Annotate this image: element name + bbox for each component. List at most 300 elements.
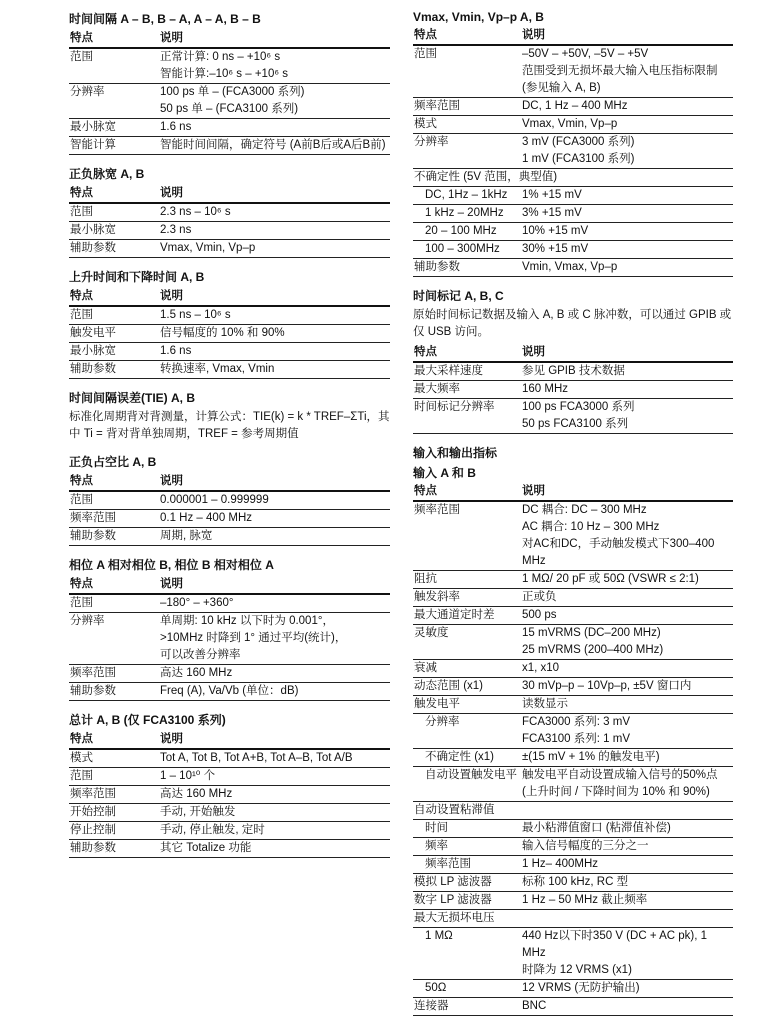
row-feature: 1 MΩ	[425, 930, 453, 942]
value-line: 时降为 12 VRMS (x1)	[522, 964, 632, 976]
table-row	[413, 820, 733, 838]
value-line: 触发电平自动设置成输入信号的50%点	[522, 769, 718, 781]
row-value	[159, 768, 390, 786]
value-line: 25 mVRMS (200–400 MHz)	[522, 644, 664, 656]
row-feature: 灵敏度	[414, 627, 449, 639]
value-line: 2.3 ns	[160, 224, 192, 236]
value-line: 100 ps 单 – (FCA3000 系列)	[160, 86, 305, 98]
row-feature: 自动设置触发电平	[425, 769, 517, 781]
row-value	[521, 98, 733, 116]
row-value	[521, 116, 733, 134]
table-row	[413, 259, 733, 277]
table-row	[69, 804, 390, 822]
row-value	[521, 501, 733, 571]
row-feature: 最大无损坏电压	[414, 912, 495, 924]
row-value	[521, 714, 733, 749]
value-line: 10% +15 mV	[522, 225, 589, 237]
table-header-row	[413, 344, 733, 362]
header-feature: 特点	[70, 578, 93, 590]
section-title: Vmax, Vmin, Vp–p A, B	[413, 10, 544, 24]
table-row	[413, 856, 733, 874]
row-feature: 100 – 300MHz	[425, 243, 500, 255]
value-line: 3% +15 mV	[522, 207, 582, 219]
table-row	[413, 998, 733, 1016]
table-row	[69, 240, 390, 258]
table-row	[69, 613, 390, 665]
table-row	[413, 116, 733, 134]
row-feature: 频率范围	[414, 100, 460, 112]
spec-section	[69, 268, 390, 379]
table-row	[413, 205, 733, 223]
table-row	[413, 589, 733, 607]
row-value	[159, 361, 390, 379]
table-row	[413, 381, 733, 399]
value-line: 可以改善分辨率	[160, 649, 241, 661]
row-feature: 频率范围	[414, 504, 460, 516]
spec-section	[69, 711, 390, 858]
row-feature: 分辨率	[414, 136, 449, 148]
table-row	[413, 802, 733, 820]
value-line: –180° – +360°	[160, 597, 234, 609]
table-row	[69, 683, 390, 701]
row-feature: 范围	[70, 206, 93, 218]
section-paragraph: 原始时间标记数据及输入 A, B 或 C 脉冲数，可以通过 GPIB 或	[413, 309, 732, 321]
value-line: 手动, 开始触发	[160, 806, 236, 818]
section-paragraph: 标准化周期背对背测量，计算公式：TIE(k) = k * TREF–ΣTi，其	[69, 411, 390, 423]
left-column	[69, 8, 390, 858]
row-value	[521, 241, 733, 259]
row-value	[521, 820, 733, 838]
row-feature: 最大采样速度	[414, 365, 483, 377]
value-line: 参见 GPIB 技术数据	[522, 365, 625, 377]
table-row	[69, 510, 390, 528]
spec-table	[413, 27, 733, 277]
value-line: 1.6 ns	[160, 345, 192, 357]
header-description: 说明	[522, 485, 545, 497]
value-line: 50 ps 单 – (FCA3100 系列)	[160, 103, 299, 115]
row-value	[521, 205, 733, 223]
row-feature: 最小脉宽	[70, 345, 116, 357]
row-value	[159, 804, 390, 822]
header-feature: 特点	[70, 475, 93, 487]
row-value	[159, 137, 390, 155]
value-line: 30% +15 mV	[522, 243, 589, 255]
header-description: 说明	[160, 733, 183, 745]
header-feature: 特点	[70, 187, 93, 199]
section-title: 时间间隔 A – B, B – A, A – A, B – B	[69, 12, 261, 26]
table-row	[413, 660, 733, 678]
row-feature: 分辨率	[70, 86, 105, 98]
row-feature: 时间	[425, 822, 448, 834]
row-feature: 最大通道定时差	[414, 609, 495, 621]
value-line: 高达 160 MHz	[160, 788, 233, 800]
row-feature: 自动设置粘滞值	[414, 804, 495, 816]
table-row	[413, 98, 733, 116]
row-value	[159, 84, 390, 119]
row-feature: 范围	[70, 494, 93, 506]
row-feature: 20 – 100 MHz	[425, 225, 497, 237]
row-feature: 辅助参数	[70, 685, 116, 697]
value-line: 12 VRMS (无防护输出)	[522, 982, 640, 994]
table-row	[69, 222, 390, 240]
value-line: 1% +15 mV	[522, 189, 582, 201]
row-feature: 动态范围 (x1)	[414, 680, 483, 692]
header-description: 说明	[160, 32, 183, 44]
row-value	[521, 660, 733, 678]
value-line: 50 ps FCA3100 系列	[522, 418, 629, 430]
row-value	[159, 528, 390, 546]
row-feature: 最大频率	[414, 383, 460, 395]
section-title: 输入和输出指标	[413, 446, 498, 460]
value-line: Vmin, Vmax, Vp–p	[522, 261, 618, 273]
header-description: 说明	[160, 187, 183, 199]
value-line: 智能时间间隔，确定符号 (A前B后或A后B前)	[160, 139, 386, 151]
value-line: Tot A, Tot B, Tot A+B, Tot A–B, Tot A/B	[160, 752, 353, 764]
row-value	[521, 589, 733, 607]
value-line: 2.3 ns – 10⁶ s	[160, 206, 231, 218]
row-value	[521, 892, 733, 910]
row-value	[521, 874, 733, 892]
value-line: 高达 160 MHz	[160, 667, 233, 679]
value-line: 30 mVp–p – 10Vp–p, ±5V 窗口内	[522, 680, 692, 692]
table-row	[413, 910, 733, 928]
spec-table	[69, 473, 390, 546]
table-row	[413, 678, 733, 696]
row-feature: 时间标记分辨率	[414, 401, 495, 413]
row-feature: 辅助参数	[70, 842, 116, 854]
header-feature: 特点	[414, 29, 437, 41]
value-line: DC 耦合: DC – 300 MHz	[522, 504, 647, 516]
row-value	[521, 767, 733, 802]
table-row	[413, 767, 733, 802]
row-feature: 辅助参数	[70, 530, 116, 542]
value-line: (上升时间 / 下降时间为 10% 和 90%)	[522, 786, 710, 798]
value-line: 1 mV (FCA3100 系列)	[522, 153, 635, 165]
row-value	[159, 203, 390, 222]
table-row	[69, 665, 390, 683]
table-row	[69, 786, 390, 804]
row-value	[159, 749, 390, 768]
value-line: Vmax, Vmin, Vp–p	[160, 242, 256, 254]
value-line: ±(15 mV + 1% 的触发电平)	[522, 751, 660, 763]
table-header-row	[413, 483, 733, 501]
value-line: 最小粘滞值窗口 (粘滞值补偿)	[522, 822, 671, 834]
value-line: 范围受到无损坏最大输入电压指标限制	[522, 65, 718, 77]
value-line: –50V – +50V, –5V – +5V	[522, 48, 649, 60]
spec-table	[413, 344, 733, 434]
row-feature: 连接器	[414, 1000, 449, 1012]
value-line: 转换速率, Vmax, Vmin	[160, 363, 275, 375]
row-value	[159, 491, 390, 510]
row-feature: 范围	[70, 770, 93, 782]
spec-table	[69, 731, 390, 858]
row-feature: 智能计算	[70, 139, 116, 151]
table-row	[413, 625, 733, 660]
value-line: 0.000001 – 0.999999	[160, 494, 269, 506]
section-title: 时间标记 A, B, C	[413, 289, 504, 303]
row-feature: 分辨率	[70, 615, 105, 627]
row-value	[159, 222, 390, 240]
table-row	[413, 980, 733, 998]
table-header-row	[69, 30, 390, 48]
row-value	[159, 786, 390, 804]
row-feature: 1 kHz – 20MHz	[425, 207, 504, 219]
row-value	[521, 571, 733, 589]
section-paragraph: 中 Ti = 背对背单独周期，TREF = 参考周期值	[69, 428, 299, 440]
spec-section	[69, 165, 390, 258]
row-value	[521, 134, 733, 169]
table-row	[413, 241, 733, 259]
row-value	[521, 749, 733, 767]
row-feature: 模式	[70, 752, 93, 764]
table-row	[413, 571, 733, 589]
header-description: 说明	[522, 346, 545, 358]
value-line: FCA3000 系列: 3 mV	[522, 716, 631, 728]
value-line: AC 耦合: 10 Hz – 300 MHz	[522, 521, 660, 533]
table-row	[69, 84, 390, 119]
spec-section	[413, 444, 733, 1016]
row-value	[159, 683, 390, 701]
row-value	[521, 259, 733, 277]
value-line: 440 Hz以下时350 V (DC + AC pk), 1 MHz	[522, 930, 708, 959]
row-feature: 触发电平	[70, 327, 116, 339]
row-value	[159, 119, 390, 137]
value-line: 15 mVRMS (DC–200 MHz)	[522, 627, 661, 639]
row-value	[521, 399, 733, 434]
row-feature: 阻抗	[414, 573, 437, 585]
table-row	[69, 48, 390, 84]
row-feature: 50Ω	[425, 982, 447, 994]
table-row	[413, 399, 733, 434]
row-value	[521, 856, 733, 874]
table-row	[69, 491, 390, 510]
spec-section	[413, 10, 733, 277]
row-value	[521, 838, 733, 856]
row-value	[521, 223, 733, 241]
header-feature: 特点	[414, 485, 437, 497]
row-feature: 不确定性 (5V 范围，典型值)	[414, 171, 558, 183]
value-line: 智能计算:–10⁶ s – +10⁶ s	[160, 68, 289, 80]
header-description: 说明	[160, 475, 183, 487]
row-feature: 不确定性 (x1)	[425, 751, 494, 763]
section-paragraph: 仅 USB 访问。	[413, 326, 490, 338]
table-row	[69, 137, 390, 155]
table-header-row	[69, 473, 390, 491]
row-value	[521, 381, 733, 399]
row-value	[159, 613, 390, 665]
value-line: 正或负	[522, 591, 557, 603]
table-row	[413, 501, 733, 571]
row-value	[159, 325, 390, 343]
header-description: 说明	[522, 29, 545, 41]
value-line: 1 MΩ/ 20 pF 或 50Ω (VSWR ≤ 2:1)	[522, 573, 699, 585]
table-header-row	[69, 731, 390, 749]
value-line: 手动, 停止触发, 定时	[160, 824, 265, 836]
row-value	[159, 822, 390, 840]
header-feature: 特点	[414, 346, 437, 358]
header-description: 说明	[160, 578, 183, 590]
value-line: Vmax, Vmin, Vp–p	[522, 118, 618, 130]
row-feature: 最小脉宽	[70, 121, 116, 133]
row-value	[521, 998, 733, 1016]
row-feature: DC, 1Hz – 1kHz	[425, 189, 508, 201]
row-feature: 频率范围	[425, 858, 471, 870]
value-line: >10MHz 时降到 1° 通过平均(统计)，	[160, 632, 347, 644]
value-line: 500 ps	[522, 609, 557, 621]
row-feature: 分辨率	[425, 716, 460, 728]
spec-section	[69, 453, 390, 546]
section-title: 正负占空比 A, B	[69, 455, 157, 469]
table-row	[413, 749, 733, 767]
spec-table	[69, 288, 390, 379]
row-value	[521, 362, 733, 381]
value-line: 单周期: 10 kHz 以下时为 0.001°，	[160, 615, 334, 627]
row-value	[521, 678, 733, 696]
table-row	[69, 840, 390, 858]
value-line: FCA3100 系列: 1 mV	[522, 733, 631, 745]
row-feature: 范围	[414, 48, 437, 60]
row-feature: 模拟 LP 滤波器	[414, 876, 492, 888]
spec-section	[413, 287, 733, 434]
row-feature: 模式	[414, 118, 437, 130]
row-value	[521, 607, 733, 625]
row-feature: 停止控制	[70, 824, 116, 836]
row-value	[159, 240, 390, 258]
table-row	[69, 343, 390, 361]
row-feature: 触发斜率	[414, 591, 460, 603]
spec-table	[413, 483, 733, 1016]
table-row	[69, 768, 390, 786]
row-feature: 频率范围	[70, 667, 116, 679]
spec-table	[69, 185, 390, 258]
table-row	[413, 928, 733, 980]
table-row	[413, 187, 733, 205]
row-value	[521, 928, 733, 980]
table-row	[69, 361, 390, 379]
row-value	[159, 665, 390, 683]
value-line: 正常计算: 0 ns – +10⁶ s	[160, 51, 281, 63]
right-column	[413, 8, 733, 1016]
table-row	[69, 822, 390, 840]
table-row	[413, 892, 733, 910]
value-line: 周期, 脉宽	[160, 530, 213, 542]
value-line: 其它 Totalize 功能	[160, 842, 252, 854]
table-row	[413, 362, 733, 381]
table-header-row	[69, 288, 390, 306]
row-feature: 辅助参数	[70, 242, 116, 254]
value-line: Freq (A), Va/Vb (单位：dB)	[160, 685, 299, 697]
section-title: 总计 A, B (仅 FCA3100 系列)	[69, 713, 226, 727]
value-line: 1.6 ns	[160, 121, 192, 133]
row-feature: 触发电平	[414, 698, 460, 710]
spec-table	[69, 30, 390, 155]
table-row	[69, 203, 390, 222]
table-row	[69, 528, 390, 546]
row-feature: 辅助参数	[70, 363, 116, 375]
row-feature: 辅助参数	[414, 261, 460, 273]
table-row	[413, 838, 733, 856]
value-line: 3 mV (FCA3000 系列)	[522, 136, 635, 148]
row-feature: 频率范围	[70, 788, 116, 800]
table-row	[413, 169, 733, 187]
value-line: 信号幅度的 10% 和 90%	[160, 327, 285, 339]
value-line: 1 Hz – 50 MHz 截止频率	[522, 894, 648, 906]
table-row	[69, 306, 390, 325]
value-line: BNC	[522, 1000, 547, 1012]
row-value	[521, 696, 733, 714]
row-value	[521, 625, 733, 660]
value-line: 对AC和DC，手动触发模式下300–400 MHz	[522, 538, 715, 567]
row-value	[159, 510, 390, 528]
table-row	[413, 607, 733, 625]
table-row	[413, 45, 733, 98]
section-title: 时间间隔误差(TIE) A, B	[69, 391, 195, 405]
spec-table	[69, 576, 390, 701]
table-row	[413, 714, 733, 749]
row-feature: 最小脉宽	[70, 224, 116, 236]
table-row	[413, 134, 733, 169]
table-header-row	[413, 27, 733, 45]
spec-section	[69, 389, 390, 443]
row-feature: 开始控制	[70, 806, 116, 818]
header-description: 说明	[160, 290, 183, 302]
row-feature: 衰减	[414, 662, 437, 674]
value-line: DC, 1 Hz – 400 MHz	[522, 100, 628, 112]
table-row	[413, 874, 733, 892]
table-row	[413, 223, 733, 241]
row-feature: 范围	[70, 597, 93, 609]
value-line: 读数显示	[522, 698, 568, 710]
table-row	[69, 594, 390, 613]
value-line: 1.5 ns – 10⁶ s	[160, 309, 231, 321]
spec-section	[69, 556, 390, 701]
row-feature: 范围	[70, 51, 93, 63]
table-header-row	[69, 185, 390, 203]
table-row	[413, 696, 733, 714]
header-feature: 特点	[70, 733, 93, 745]
value-line: 1 – 10¹⁰ 个	[160, 770, 216, 782]
row-feature: 频率范围	[70, 512, 116, 524]
value-line: 标称 100 kHz, RC 型	[522, 876, 629, 888]
row-value	[521, 187, 733, 205]
row-feature: 频率	[425, 840, 448, 852]
value-line: 100 ps FCA3000 系列	[522, 401, 635, 413]
value-line: 输入信号幅度的三分之一	[522, 840, 649, 852]
value-line: 1 Hz– 400MHz	[522, 858, 599, 870]
row-value	[521, 980, 733, 998]
row-value	[159, 594, 390, 613]
row-value	[159, 343, 390, 361]
row-value	[159, 306, 390, 325]
value-line: 0.1 Hz – 400 MHz	[160, 512, 253, 524]
value-line: 160 MHz	[522, 383, 569, 395]
table-row	[69, 325, 390, 343]
row-value	[159, 48, 390, 84]
section-title: 上升时间和下降时间 A, B	[69, 270, 205, 284]
row-value	[521, 45, 733, 98]
value-line: x1, x10	[522, 662, 560, 674]
row-feature: 数字 LP 滤波器	[414, 894, 492, 906]
header-feature: 特点	[70, 32, 93, 44]
section-title: 相位 A 相对相位 B, 相位 B 相对相位 A	[69, 558, 274, 572]
section-subtitle: 输入 A 和 B	[413, 466, 476, 480]
row-feature: 范围	[70, 309, 93, 321]
value-line: (参见输入 A, B)	[522, 82, 601, 94]
header-feature: 特点	[70, 290, 93, 302]
table-row	[69, 119, 390, 137]
table-row	[69, 749, 390, 768]
spec-section	[69, 10, 390, 155]
